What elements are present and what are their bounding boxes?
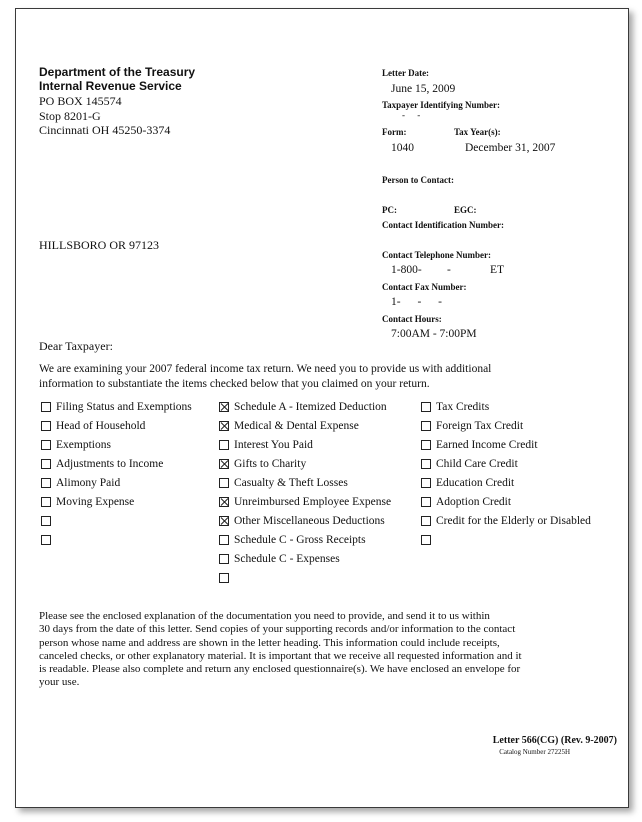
checked-checkbox[interactable] [219, 402, 229, 412]
checked-checkbox[interactable] [219, 516, 229, 526]
checklist-item [219, 530, 391, 549]
checklist-item-label: Foreign Tax Credit [436, 419, 524, 432]
letter-page [15, 8, 629, 808]
checklist-item-label: Credit for the Elderly or Disabled [436, 514, 591, 527]
checkbox[interactable] [219, 478, 229, 488]
tin-label: Taxpayer Identifying Number: [382, 100, 501, 110]
closing-line: Please see the enclosed explanation of the documentation you need to provide, and send it to us within [39, 610, 490, 622]
checklist-item-label: Tax Credits [436, 400, 490, 413]
checklist-item [41, 416, 192, 435]
form-label: Form: [382, 127, 407, 137]
checklist-item [219, 549, 391, 568]
checklist-item-label: Casualty & Theft Losses [234, 476, 348, 489]
checklist-item [41, 473, 192, 492]
checklist-item-label: Adjustments to Income [56, 457, 164, 470]
checklist-item-label: Schedule C - Expenses [234, 552, 340, 565]
egc-label: EGC: [454, 205, 477, 215]
checkbox[interactable] [421, 459, 431, 469]
checkbox[interactable] [421, 478, 431, 488]
checkbox[interactable] [421, 497, 431, 507]
closing-line: 30 days from the date of this letter. Send copies of your supporting records and/or information to the contact [39, 623, 516, 636]
closing-paragraph [39, 610, 579, 690]
checkbox[interactable] [421, 535, 431, 545]
phone-prefix: 1-800- [391, 264, 422, 276]
checklist-item [421, 435, 591, 454]
checklist-item-label: Schedule A - Itemized Deduction [234, 400, 387, 413]
checklist-item-label: Moving Expense [56, 495, 135, 508]
checkbox[interactable] [421, 440, 431, 450]
checkbox[interactable] [421, 402, 431, 412]
tin-value: - - [402, 110, 421, 120]
checklist-item [421, 416, 591, 435]
checklist-item-label: Earned Income Credit [436, 438, 538, 451]
checklist-item [41, 435, 192, 454]
closing-line: canceled checks, or other explanatory material. It is important that we receive all requested information and it [39, 649, 522, 662]
letter-date-value: June 15, 2009 [391, 83, 456, 95]
checkbox[interactable] [41, 440, 51, 450]
hours-label: Contact Hours: [382, 314, 442, 324]
checkbox[interactable] [41, 421, 51, 431]
checklist-item [41, 454, 192, 473]
checklist-item-label: Other Miscellaneous Deductions [234, 514, 385, 527]
pc-label: PC: [382, 205, 397, 215]
letter-number: Letter 566(CG) (Rev. 9-2007) [492, 735, 617, 746]
checkbox[interactable] [41, 516, 51, 526]
recipient-city: HILLSBORO OR 97123 [39, 238, 160, 252]
checklist-item [219, 473, 391, 492]
sender-address: PO BOX 145574 Stop 8201-G Cincinnati OH 45250-3374 [39, 94, 171, 137]
checked-checkbox[interactable] [219, 421, 229, 431]
fax-label: Contact Fax Number: [382, 282, 467, 292]
catalog-number: Catalog Number 27225H [499, 748, 570, 756]
closing-line: your use. [39, 676, 80, 689]
checklist-column-1 [41, 397, 192, 549]
hours-value: 7:00AM - 7:00PM [391, 328, 477, 340]
fax-value: 1- - - [391, 296, 442, 308]
checklist-item-label: Child Care Credit [436, 457, 518, 470]
checklist-item [41, 492, 192, 511]
checklist-item-label: Schedule C - Gross Receipts [234, 533, 366, 546]
checkbox[interactable] [219, 573, 229, 583]
closing-line: is readable. Please also complete and return any enclosed questionnaire(s). We have enclosed an envelope for [39, 663, 521, 676]
checklist-item-label: Education Credit [436, 476, 515, 489]
phone-dash: - [447, 264, 451, 276]
checklist-item [41, 511, 192, 530]
checklist-item [219, 454, 391, 473]
checklist-item-label: Gifts to Charity [234, 457, 307, 470]
checkbox[interactable] [219, 440, 229, 450]
checklist-item [219, 492, 391, 511]
checklist-item [41, 397, 192, 416]
checklist-item-label: Filing Status and Exemptions [56, 400, 192, 413]
checklist-item-label: Adoption Credit [436, 495, 512, 508]
checklist-item [219, 397, 391, 416]
checklist-column-2 [219, 397, 391, 587]
checkbox[interactable] [41, 459, 51, 469]
checkbox[interactable] [41, 497, 51, 507]
checklist-item [41, 530, 192, 549]
checklist-item [219, 416, 391, 435]
sender-agency: Department of the Treasury Internal Revenue Service [39, 65, 196, 93]
checkbox[interactable] [41, 402, 51, 412]
checklist-item [421, 492, 591, 511]
checkbox[interactable] [219, 554, 229, 564]
checklist-item-label: Head of Household [56, 419, 146, 432]
checklist-item [421, 397, 591, 416]
phone-label: Contact Telephone Number: [382, 250, 492, 260]
form-value: 1040 [391, 142, 414, 154]
checkbox[interactable] [219, 535, 229, 545]
tax-year-label: Tax Year(s): [454, 127, 501, 137]
contact-id-label: Contact Identification Number: [382, 220, 504, 230]
checkbox[interactable] [421, 421, 431, 431]
checklist-item [219, 511, 391, 530]
checkbox[interactable] [421, 516, 431, 526]
checklist-item-label: Interest You Paid [234, 438, 313, 451]
person-to-contact-label: Person to Contact: [382, 175, 454, 185]
phone-timezone: ET [490, 264, 505, 276]
checklist-item [219, 435, 391, 454]
tax-year-value: December 31, 2007 [465, 142, 556, 154]
intro-paragraph: We are examining your 2007 federal income tax return. We need you to provide us with additional information to substantiate the items checked below that you claimed on your return. [39, 363, 492, 390]
checked-checkbox[interactable] [219, 497, 229, 507]
checklist-item [421, 473, 591, 492]
checklist-item [219, 568, 391, 587]
checklist-item-label: Unreimbursed Employee Expense [234, 495, 392, 508]
checklist-column-3 [421, 397, 591, 549]
checked-checkbox[interactable] [219, 459, 229, 469]
letter-date-label: Letter Date: [382, 68, 430, 78]
checkbox[interactable] [41, 478, 51, 488]
checkbox[interactable] [41, 535, 51, 545]
checklist-item [421, 511, 591, 530]
checklist-item-label: Exemptions [56, 438, 111, 451]
checklist-item-label: Medical & Dental Expense [234, 419, 359, 432]
checklist-item-label: Alimony Paid [56, 476, 121, 489]
closing-line: person whose name and address are shown in the letter heading. This information could include receipts, [39, 636, 500, 649]
checklist-item [421, 454, 591, 473]
greeting: Dear Taxpayer: [39, 339, 113, 353]
checklist-item [421, 530, 591, 549]
